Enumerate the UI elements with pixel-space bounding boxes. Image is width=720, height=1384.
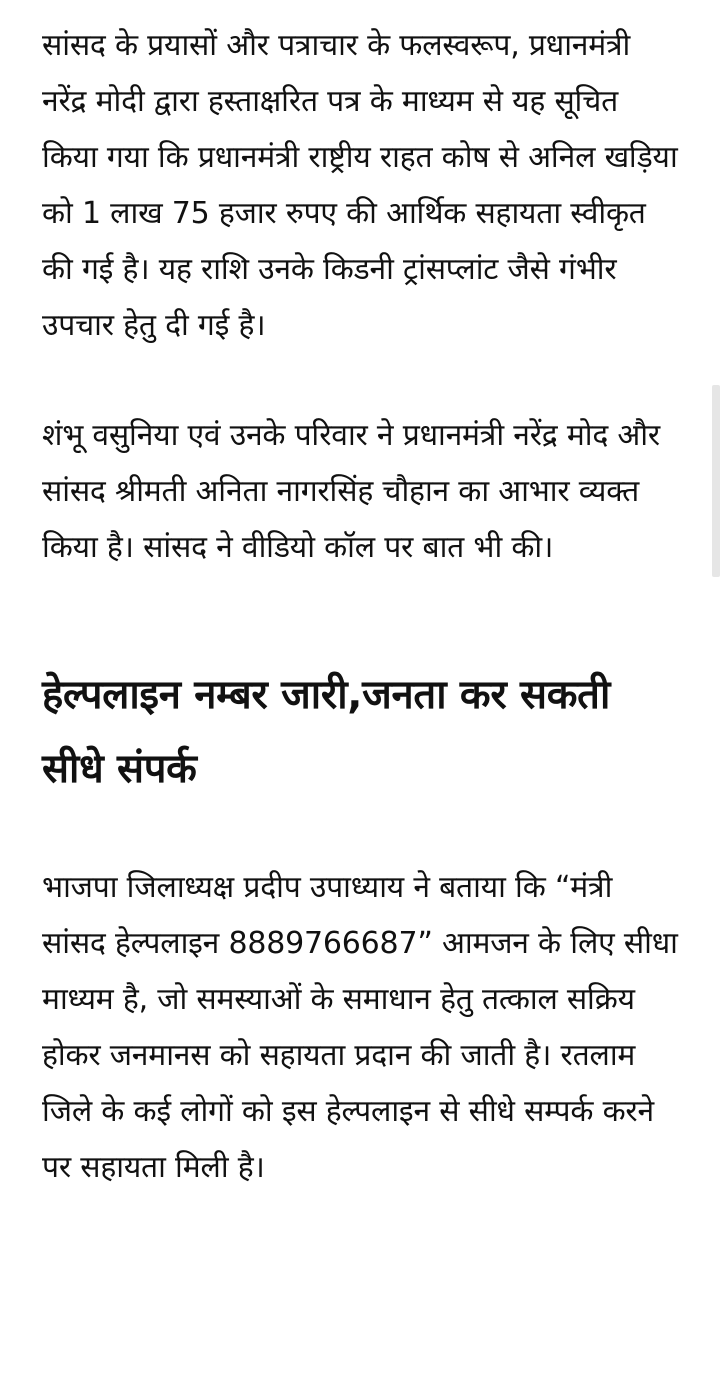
paragraph-relief-fund: सांसद के प्रयासों और पत्राचार के फलस्वरूप, प्रधानमंत्री नरेंद्र मोदी द्वारा हस्ताक्षरित पत्र के माध्यम से यह सूचित किया गया कि प्रधानमंत्री राष्ट्रीय राहत कोष से अनिल खड़िया को 1 लाख 75 हजार रुपए की आर्थिक सहायता स्वीकृत की गई है। यह राशि उनके किडनी ट्रांसप्लांट जैसे गंभीर उपचार हेतु दी गई है।	[42, 28, 678, 343]
scrollbar-thumb[interactable]	[712, 385, 720, 577]
article-body	[42, 18, 678, 1196]
paragraph-helpline: भाजपा जिलाध्यक्ष प्रदीप उपाध्याय ने बताया कि “मंत्री सांसद हेल्पलाइन 8889766687” आमजन के लिए सीधा माध्यम है, जो समस्याओं के समाधान हेतु तत्काल सक्रिय होकर जनमानस को सहायता प्रदान की जाती है। रतलाम जिले के कई लोगों को इस हेल्पलाइन से सीधे सम्पर्क करने पर सहायता मिली है।	[42, 870, 678, 1185]
section-heading-helpline: हेल्पलाइन नम्बर जारी,जनता कर सकती सीधे संपर्क	[42, 672, 611, 792]
paragraph-gratitude: शंभू वसुनिया एवं उनके परिवार ने प्रधानमंत्री नरेंद्र मोद और सांसद श्रीमती अनिता नागरसिंह चौहान का आभार व्यक्त किया है। सांसद ने वीडियो कॉल पर बात भी की।	[42, 418, 660, 565]
